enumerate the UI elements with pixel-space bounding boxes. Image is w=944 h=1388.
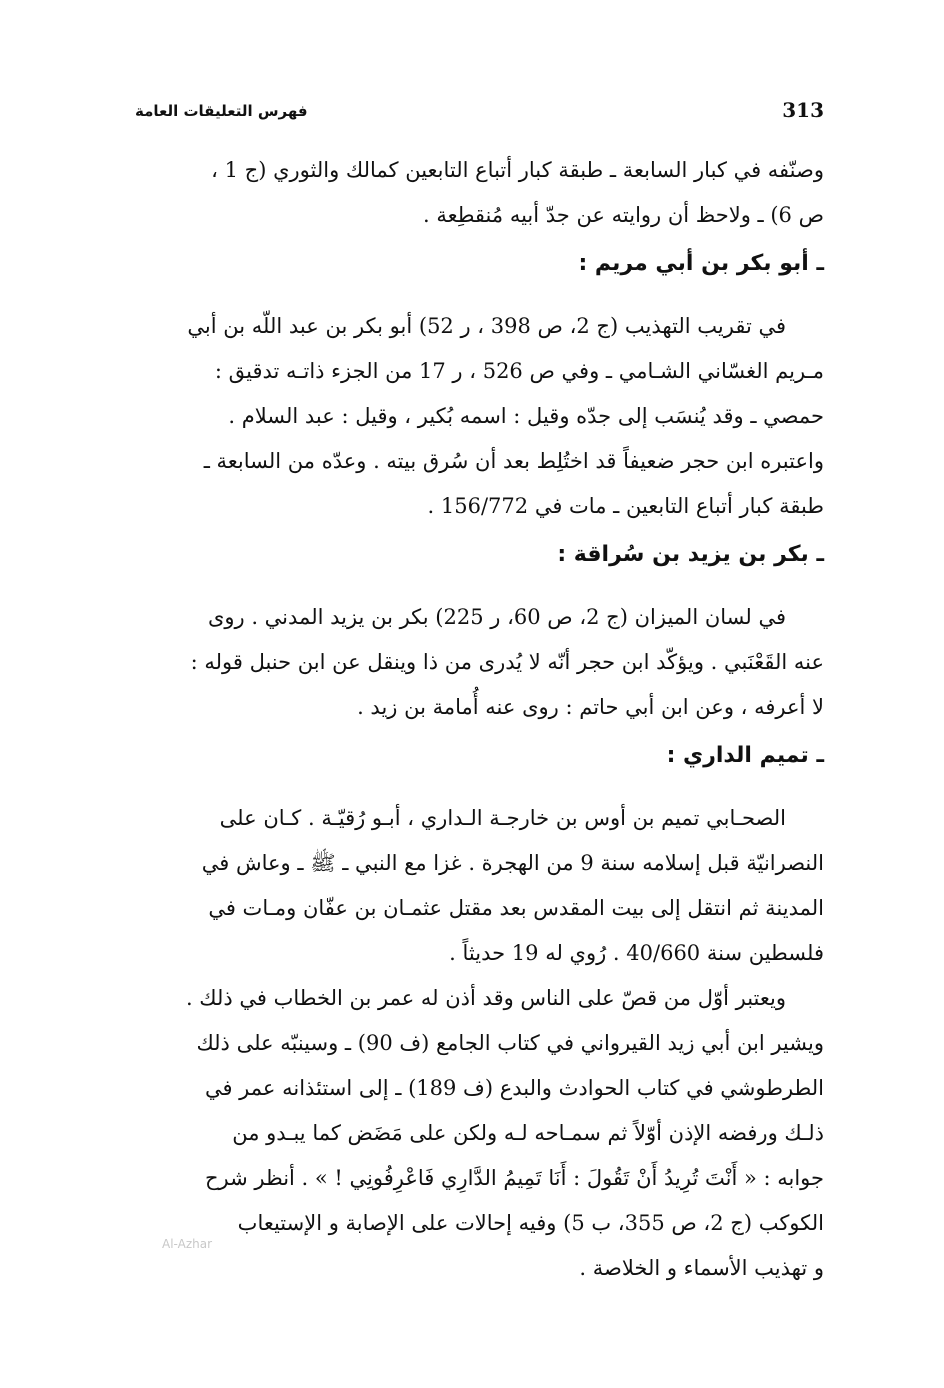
text-line: فلسطين سنة 40/660 . رُوي له 19 حديثاً . bbox=[449, 941, 824, 965]
text-line: مـريم الغسّاني الشـامي ـ وفي ص 526 ، ر 17 من الجزء ذاتـه تدقيق : bbox=[214, 359, 824, 383]
text-line: ذلـك ورفضه الإذن أوّلاً ثم سمـاحه لـه ولكن على مَضَض كما يبـدو من bbox=[232, 1121, 824, 1145]
page-header bbox=[135, 98, 824, 128]
entry-heading: ـ بكر بن يزيد بن سُراقة : bbox=[557, 542, 824, 567]
spacer bbox=[136, 782, 824, 796]
text-line: الصحـابي تميم بن أوس بن خارجـة الـداري ، أبـو رُقيّـة . كـان على bbox=[219, 806, 786, 830]
text-line: وصنّفه في كبار السابعة ـ طبقة كبار أتباع التابعين كمالك والثوري (ج 1 ، bbox=[211, 158, 824, 182]
text-line: ويعتبر أوّل من قصّ على الناس وقد أذن له عمر بن الخطاب في ذلك . bbox=[185, 986, 786, 1010]
spacer bbox=[136, 290, 824, 304]
page-number: 313 bbox=[782, 98, 824, 122]
text-line: ص 6) ـ ولاحظ أن روايته عن جدّ أبيه مُنقطِعة . bbox=[422, 203, 824, 227]
entry-heading: ـ تميم الداري : bbox=[666, 743, 824, 768]
text-line: واعتبره ابن حجر ضعيفاً قد اختُلِط بعد أن سُرق بيته . وعدّه من السابعة ـ bbox=[203, 449, 824, 473]
text-line: الكوكب (ج 2، ص 355، ب 5) وفيه إحالات على الإصابة و الإستيعاب bbox=[237, 1211, 824, 1235]
library-stamp: Al-Azhar bbox=[162, 1237, 213, 1251]
text-line: ويشير ابن أبي زيد القيرواني في كتاب الجامع (ف 90) ـ وسينبّه على ذلك bbox=[196, 1031, 824, 1055]
text-line: في لسان الميزان (ج 2، ص 60، ر 225) بكر بن يزيد المدني . روى bbox=[207, 605, 786, 629]
entry-heading: ـ أبو بكر بن أبي مريم : bbox=[578, 251, 824, 276]
text-line: النصرانيّة قبل إسلامه سنة 9 من الهجرة . غزا مع النبي ـ ﷺ ـ وعاش في bbox=[201, 851, 824, 875]
text-line: المدينة ثم انتقل إلى بيت المقدس بعد مقتل عثمـان بن عفّان ومـات في bbox=[208, 896, 824, 920]
text-line: طبقة كبار أتباع التابعين ـ مات في 156/772 . bbox=[427, 494, 824, 518]
text-line: عنه القَعْنَبي . ويؤكّد ابن حجر أنّه لا يُدرى من ذا وينقل عن ابن حنبل قوله : bbox=[190, 650, 824, 674]
text-line: في تقريب التهذيب (ج 2، ص 398 ، ر 52) أبو بكر بن عبد اللّه بن أبي bbox=[187, 314, 786, 338]
text-line: حمصي ـ وقد يُنسَب إلى جدّه وقيل : اسمه بُكير ، وقيل : عبد السلام . bbox=[228, 404, 824, 428]
page-body bbox=[136, 148, 824, 1291]
text-line: لا أعرفه ، وعن ابن أبي حاتم : روى عنه أُمامة بن زيد . bbox=[357, 695, 824, 719]
text-line: و تهذيب الأسماء و الخلاصة . bbox=[579, 1256, 824, 1280]
text-line: جوابه : « أَنْتَ تُرِيدُ أَنْ تَقُولَ : أَنَا تَمِيمُ الدَّارِي فَاعْرِفُونِي ! » . أنظر شرح bbox=[204, 1166, 824, 1190]
running-head: فهرس التعليقات العامة bbox=[135, 102, 308, 120]
text-line: الطرطوشي في كتاب الحوادث والبدع (ف 189) ـ إلى استئذانه عمر في bbox=[204, 1076, 824, 1100]
spacer bbox=[136, 581, 824, 595]
